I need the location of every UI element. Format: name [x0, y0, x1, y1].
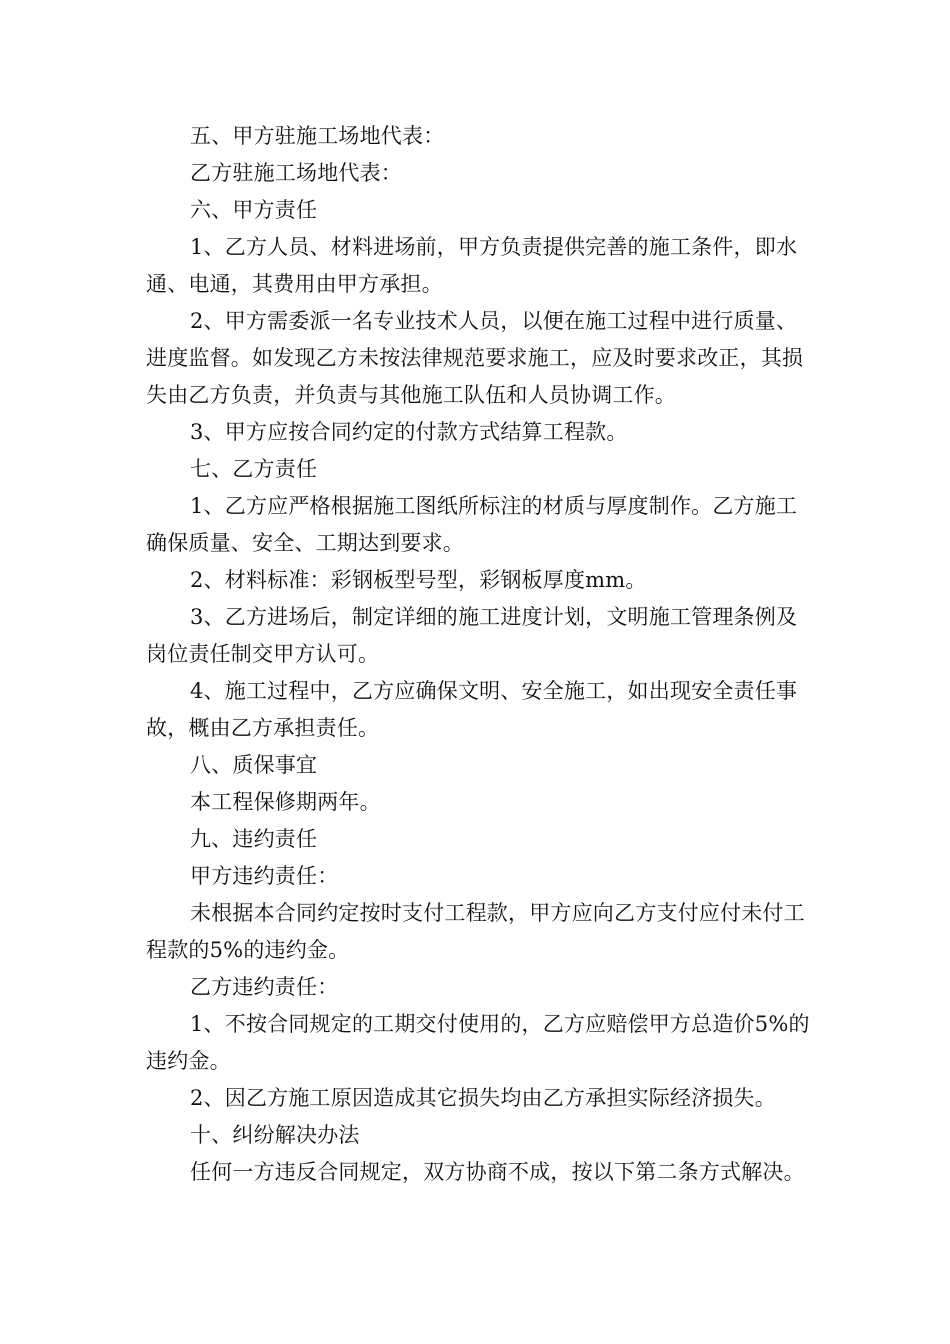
section-heading-9: 九、违约责任 — [190, 827, 318, 851]
paragraph: 未根据本合同约定按时支付工程款，甲方应向乙方支付应付未付工程款的5%的违约金。 — [146, 901, 805, 962]
paragraph: 3、乙方进场后，制定详细的施工进度计划，文明施工管理条例及岗位责任制交甲方认可。 — [146, 605, 798, 666]
paragraph: 乙方驻施工场地代表： — [190, 161, 402, 185]
paragraph: 4、施工过程中，乙方应确保文明、安全施工，如出现安全责任事故，概由乙方承担责任。 — [146, 679, 798, 740]
paragraph: 3、甲方应按合同约定的付款方式结算工程款。 — [190, 420, 628, 444]
paragraph: 2、因乙方施工原因造成其它损失均由乙方承担实际经济损失。 — [190, 1086, 776, 1110]
paragraph: 甲方违约责任： — [190, 864, 339, 888]
paragraph: 2、材料标准：彩钢板型号型，彩钢板厚度mm。 — [190, 568, 647, 592]
paragraph: 2、甲方需委派一名专业技术人员，以便在施工过程中进行质量、进度监督。如发现乙方未按法律规范要求施工，应及时要求改正，其损失由乙方负责，并负责与其他施工队伍和人员协调工作。 — [146, 309, 804, 407]
document-body — [146, 118, 811, 1191]
section-heading-7: 七、乙方责任 — [190, 457, 318, 481]
section-heading-8: 八、质保事宜 — [190, 753, 318, 777]
paragraph: 1、乙方人员、材料进场前，甲方负责提供完善的施工条件，即水通、电通，其费用由甲方承担。 — [146, 235, 798, 296]
paragraph: 乙方违约责任： — [190, 975, 339, 999]
section-heading-5: 五、甲方驻施工场地代表： — [190, 124, 445, 148]
paragraph: 1、乙方应严格根据施工图纸所标注的材质与厚度制作。乙方施工确保质量、安全、工期达到要求。 — [146, 494, 798, 555]
paragraph: 任何一方违反合同规定，双方协商不成，按以下第二条方式解决。 — [190, 1160, 805, 1184]
paragraph: 本工程保修期两年。 — [190, 790, 381, 814]
paragraph: 1、不按合同规定的工期交付使用的，乙方应赔偿甲方总造价5%的违约金。 — [146, 1012, 810, 1073]
section-heading-10: 十、纠纷解决办法 — [190, 1123, 360, 1147]
section-heading-6: 六、甲方责任 — [190, 198, 318, 222]
